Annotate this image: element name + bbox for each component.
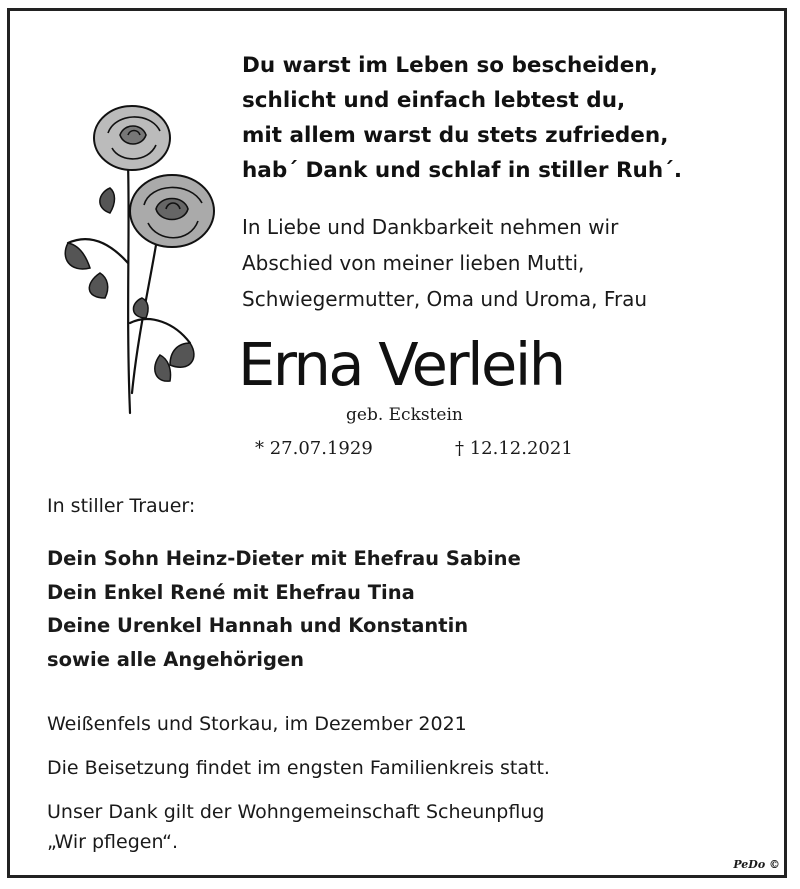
poem (242, 48, 682, 188)
poem-line: hab´ Dank und schlaf in stiller Ruh´. (242, 158, 683, 183)
place-date: Weißenfels und Storkau, im Dezember 2021 (47, 713, 467, 735)
mourners-list (47, 542, 521, 676)
deceased-name: Erna Verleih (238, 330, 564, 399)
list-item: sowie alle Angehörigen (47, 647, 305, 671)
list-item: Dein Enkel René mit Ehefrau Tina (47, 580, 415, 604)
intro-line: In Liebe und Dankbarkeit nehmen wir (242, 215, 619, 239)
rose-icon (50, 93, 225, 423)
death-date: † 12.12.2021 (455, 438, 573, 459)
thanks-line: Unser Dank gilt der Wohngemeinschaft Scheunpflug (47, 801, 545, 823)
list-item: Deine Urenkel Hannah und Konstantin (47, 614, 469, 637)
obituary-notice (7, 8, 787, 878)
poem-line: schlicht und einfach lebtest du, (242, 88, 626, 113)
mourning-label: In stiller Trauer: (47, 495, 196, 517)
intro-text (242, 209, 647, 317)
maiden-name: geb. Eckstein (346, 405, 463, 425)
burial-note: Die Beisetzung findet im engsten Familienkreis statt. (47, 757, 550, 779)
poem-line: Du warst im Leben so bescheiden, (242, 53, 658, 78)
intro-line: Schwiegermutter, Oma und Uroma, Frau (242, 287, 648, 311)
thanks-line: „Wir pflegen“. (47, 831, 179, 853)
intro-line: Abschied von meiner lieben Mutti, (242, 251, 585, 275)
footer (47, 708, 550, 856)
poem-line: mit allem warst du stets zufrieden, (242, 123, 669, 148)
list-item: Dein Sohn Heinz-Dieter mit Ehefrau Sabine (47, 547, 521, 570)
signature: PeDo © (733, 858, 780, 871)
birth-date: * 27.07.1929 (255, 438, 373, 459)
